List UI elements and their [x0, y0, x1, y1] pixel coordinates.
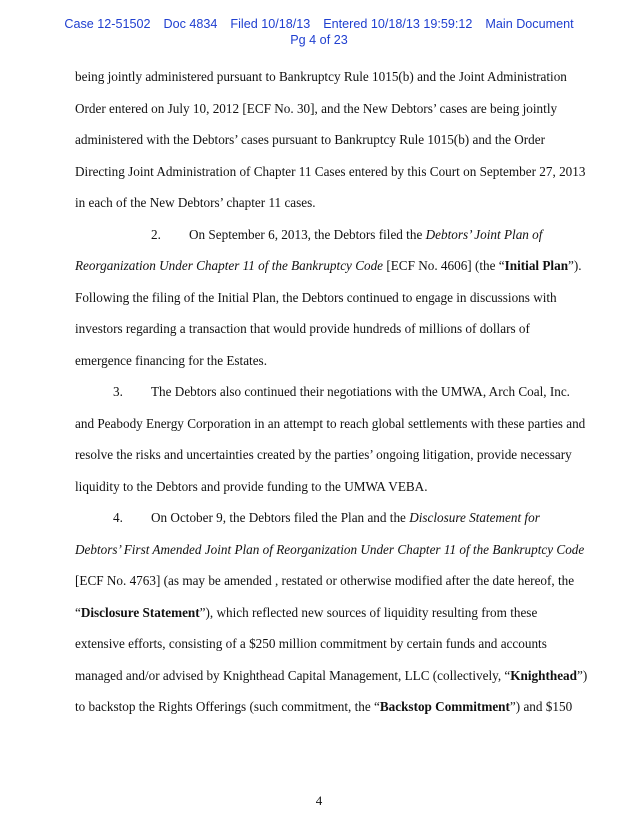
- text-line: emergence financing for the Estates.: [75, 352, 267, 368]
- text-line: being jointly administered pursuant to Bankruptcy Rule 1015(b) and the Joint Administration: [75, 69, 567, 84]
- main-document-label: Main Document: [485, 17, 574, 31]
- text-run: The Debtors also continued their negotiations with the UMWA, Arch Coal, Inc.: [151, 384, 570, 399]
- text-line: liquidity to the Debtors and provide funding to the UMWA VEBA.: [75, 478, 428, 494]
- text-run: ”): [577, 667, 588, 683]
- defined-term: Knighthead: [510, 667, 577, 683]
- text-line: in each of the New Debtors’ chapter 11 cases.: [75, 195, 316, 210]
- text-line: [75, 255, 582, 287]
- italic-title: Debtors’ First Amended Joint Plan of Reorganization Under Chapter 11 of the Bankruptcy Code: [75, 541, 585, 557]
- text-line: administered with the Debtors’ cases pursuant to Bankruptcy Rule 1015(b) and the Order: [75, 132, 545, 147]
- text-line: [75, 696, 575, 728]
- defined-term: Disclosure Statement: [80, 604, 200, 620]
- italic-title: Reorganization Under Chapter 11 of the Bankruptcy Code: [75, 258, 384, 273]
- paragraph-number: 3.: [113, 384, 123, 399]
- text-line: resolve the risks and uncertainties created by the parties’ ongoing litigation, provide necessary: [75, 447, 572, 462]
- entered-date: Entered 10/18/13 19:59:12: [323, 17, 473, 31]
- text-line: [75, 665, 588, 697]
- text-run: ”).: [568, 258, 582, 273]
- text-line: extensive efforts, consisting of a $250 million commitment by certain funds and accounts: [75, 636, 547, 651]
- text-line: Following the filing of the Initial Plan, the Debtors continued to engage in discussions with: [75, 289, 557, 305]
- document-body: [75, 66, 588, 728]
- text-run: to backstop the Rights Offerings (such commitment, the “: [75, 699, 380, 714]
- text-line: investors regarding a transaction that would provide hundreds of millions of dollars of: [75, 321, 530, 336]
- text-line: Directing Joint Administration of Chapter 11 Cases entered by this Court on September 27, 2013: [75, 163, 586, 179]
- case-number: Case 12-51502: [64, 17, 151, 31]
- text-line: [ECF No. 4763] (as may be amended , restated or otherwise modified after the date hereof, the: [75, 573, 575, 588]
- text-run: On September 6, 2013, the Debtors filed the: [189, 226, 426, 242]
- text-run: [ECF No. 4606] (the “: [383, 258, 505, 273]
- court-filing-header: [0, 16, 638, 48]
- text-run: “: [75, 604, 81, 620]
- filing-stamp-line-1: [0, 16, 638, 32]
- paragraph-number: 4.: [113, 510, 123, 525]
- page-number: 4: [315, 793, 323, 808]
- text-run: ”) and $150: [509, 699, 573, 714]
- text-line: Order entered on July 10, 2012 [ECF No. 30], and the New Debtors’ cases are being jointly: [75, 100, 558, 116]
- defined-term: Initial Plan: [504, 258, 569, 273]
- text-run: managed and/or advised by Knighthead Capital Management, LLC (collectively, “: [75, 667, 511, 683]
- paragraph-number: 2.: [151, 226, 161, 242]
- paragraph-2-first-line: [75, 224, 575, 256]
- text-run: ”), which reflected new sources of liquidity resulting from these: [199, 604, 538, 620]
- doc-number: Doc 4834: [163, 17, 218, 31]
- page-count: Pg 4 of 23: [290, 33, 348, 47]
- paragraph-3-first-line: [75, 381, 575, 413]
- paragraph-4-first-line: [75, 507, 575, 539]
- italic-title: Disclosure Statement for: [409, 510, 540, 525]
- filed-date: Filed 10/18/13: [230, 17, 311, 31]
- text-run: On October 9, the Debtors filed the Plan and the: [151, 510, 410, 525]
- defined-term: Backstop Commitment: [379, 699, 510, 714]
- text-line: and Peabody Energy Corporation in an attempt to reach global settlements with these parties and: [75, 415, 586, 431]
- italic-title: Debtors’ Joint Plan of: [425, 226, 543, 242]
- text-line: [75, 539, 585, 571]
- text-line: [75, 602, 575, 634]
